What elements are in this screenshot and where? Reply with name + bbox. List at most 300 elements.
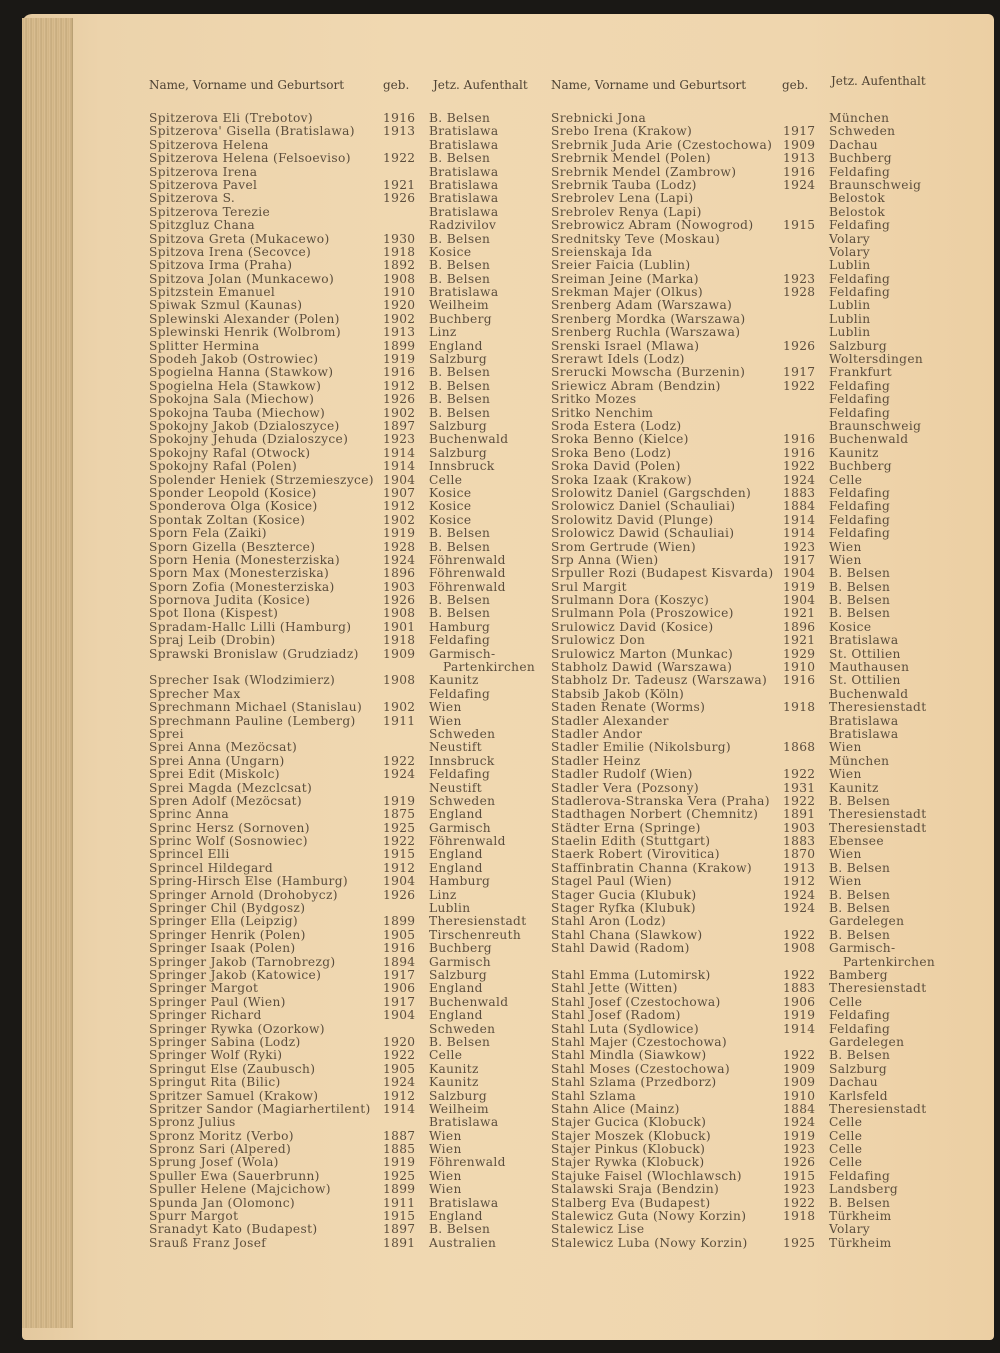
birth-year: 1908	[383, 606, 416, 621]
list-item	[149, 1170, 539, 1183]
person-name: Sroda Estera (Lodz)	[551, 418, 682, 433]
list-item	[551, 1130, 941, 1143]
person-name: Spokojny Rafal (Otwock)	[149, 445, 311, 460]
current-location: Celle	[829, 1155, 863, 1170]
birth-year: 1891	[383, 1235, 416, 1250]
person-name: Spolender Heniek (Strzemieszyce)	[149, 472, 374, 487]
list-item	[149, 286, 539, 299]
birth-year: 1924	[383, 1075, 416, 1090]
birth-year: 1922	[383, 1048, 416, 1063]
birth-year: 1902	[383, 700, 416, 715]
header-birth-year: geb.	[383, 78, 410, 92]
current-location: Wien	[829, 874, 862, 889]
birth-year: 1911	[383, 1195, 416, 1210]
person-name: Srpuller Rozi (Budapest Kisvarda)	[551, 566, 774, 581]
person-name: Staerk Robert (Virovitica)	[551, 847, 720, 862]
current-location: Tirschenreuth	[429, 927, 522, 942]
person-name: Spitzova Jolan (Munkacewo)	[149, 271, 335, 286]
birth-year: 1891	[783, 807, 816, 822]
birth-year: 1922	[783, 793, 816, 808]
birth-year: 1925	[383, 1168, 416, 1183]
current-location: Theresienstadt	[829, 1101, 927, 1116]
person-name: Srebrnik Juda Arie (Czestochowa)	[551, 137, 773, 152]
list-item	[149, 166, 539, 179]
current-location: Neustift	[429, 740, 482, 755]
person-name: Stadler Emilie (Nikolsburg)	[551, 740, 732, 755]
list-item	[149, 1156, 539, 1169]
current-location: B. Belsen	[829, 1048, 891, 1063]
list-item	[149, 996, 539, 1009]
birth-year: 1919	[383, 793, 416, 808]
list-item	[551, 1237, 941, 1250]
list-item	[149, 393, 539, 406]
list-item	[149, 1023, 539, 1036]
list-item	[149, 192, 539, 205]
birth-year: 1923	[783, 1182, 816, 1197]
person-name: Spunda Jan (Olomonc)	[149, 1195, 295, 1210]
list-item	[149, 246, 539, 259]
current-location: Salzburg	[429, 352, 488, 367]
current-location: Buchenwald	[429, 432, 509, 447]
list-item	[551, 246, 941, 259]
current-location: Wien	[429, 713, 462, 728]
birth-year: 1910	[783, 660, 816, 675]
current-location: Innsbruck	[429, 753, 495, 768]
birth-year: 1904	[783, 593, 816, 608]
person-name: Sritko Nenchim	[551, 405, 654, 420]
list-item	[149, 340, 539, 353]
current-location: Gardelegen	[829, 914, 905, 929]
birth-year: 1930	[383, 231, 416, 246]
birth-year: 1924	[383, 552, 416, 567]
person-name: Sreienskaja Ida	[551, 244, 653, 259]
person-name: Spodeh Jakob (Ostrowiec)	[149, 352, 319, 367]
birth-year: 1918	[783, 1209, 816, 1224]
person-name: Srolowicz Daniel (Schauliai)	[551, 499, 736, 514]
current-location: B. Belsen	[829, 927, 891, 942]
current-location: Bratislawa	[829, 726, 899, 741]
current-location: Feldafing	[429, 767, 491, 782]
current-location: Salzburg	[429, 968, 488, 982]
current-location: Celle	[829, 994, 863, 1009]
birth-year: 1908	[783, 941, 816, 956]
list-item	[551, 166, 941, 179]
current-location: Belostok	[829, 191, 886, 206]
birth-year: 1896	[383, 566, 416, 581]
birth-year: 1908	[383, 673, 416, 688]
list-item	[551, 219, 941, 232]
birth-year: 1915	[783, 218, 816, 233]
person-name: Srulmann Pola (Proszowice)	[551, 606, 734, 621]
person-name: Sporn Max (Monesterziska)	[149, 566, 330, 581]
current-location: Bratislawa	[429, 1115, 499, 1130]
birth-year: 1914	[783, 1021, 816, 1036]
current-location: Kaunitz	[829, 780, 879, 795]
list-item	[149, 1130, 539, 1143]
current-location: England	[429, 807, 483, 822]
list-item-continuation	[551, 956, 941, 969]
current-location: Buchberg	[829, 151, 892, 166]
person-name: Spitzova Irena (Secovce)	[149, 244, 312, 259]
list-item	[149, 648, 539, 661]
current-location: Bratislawa	[429, 137, 499, 152]
list-item	[149, 380, 539, 393]
current-location: B. Belsen	[829, 860, 891, 875]
person-name: Stahl Josef (Radom)	[551, 1008, 681, 1023]
birth-year: 1931	[783, 780, 816, 795]
birth-year: 1916	[383, 941, 416, 956]
current-location: Föhrenwald	[429, 552, 506, 567]
list-item	[551, 273, 941, 286]
birth-year: 1903	[783, 820, 816, 835]
list-item	[551, 848, 941, 861]
person-name: Springer Chil (Bydgosz)	[149, 901, 306, 916]
person-name: Sporn Zofia (Monesterziska)	[149, 579, 335, 594]
birth-year: 1922	[383, 151, 416, 166]
current-location: Feldafing	[829, 378, 891, 393]
birth-year: 1922	[783, 1195, 816, 1210]
current-location: Wien	[829, 740, 862, 755]
birth-year: 1916	[383, 365, 416, 380]
person-name: Spokojny Jehuda (Dzialoszyce)	[149, 432, 349, 447]
current-location: Bratislawa	[429, 285, 499, 300]
person-name: Stajer Moszek (Klobuck)	[551, 1128, 711, 1143]
current-location: England	[429, 847, 483, 862]
list-item	[551, 447, 941, 460]
person-name: Staffinbratin Channa (Krakow)	[551, 860, 752, 875]
current-location: Garmisch	[429, 820, 492, 835]
birth-year: 1915	[383, 1209, 416, 1224]
list-item	[551, 433, 941, 446]
person-name: Sprechmann Pauline (Lemberg)	[149, 713, 356, 728]
current-location: England	[429, 1008, 483, 1023]
person-name: Sporn Henia (Monesterziska)	[149, 552, 341, 567]
birth-year: 1928	[383, 539, 416, 554]
person-name: Spogielna Hanna (Stawkow)	[149, 365, 334, 380]
current-location: Feldafing	[429, 633, 491, 648]
person-name: Splewinski Henrik (Wolbrom)	[149, 325, 341, 340]
column-header	[551, 74, 941, 98]
current-location: B. Belsen	[829, 579, 891, 594]
person-name: Spuller Helene (Majcichow)	[149, 1182, 331, 1197]
list-item	[149, 460, 539, 473]
list-item	[149, 674, 539, 687]
person-name: Stager Gucia (Klubuk)	[551, 887, 697, 902]
person-name: Srulowicz Marton (Munkac)	[551, 646, 734, 661]
list-item	[551, 353, 941, 366]
list-item	[551, 594, 941, 607]
birth-year: 1915	[783, 1168, 816, 1183]
list-item	[149, 822, 539, 835]
current-location: Theresienstadt	[829, 700, 927, 715]
current-location: München	[829, 111, 890, 125]
list-item	[551, 581, 941, 594]
current-location: B. Belsen	[829, 1195, 891, 1210]
birth-year: 1909	[783, 1075, 816, 1090]
person-name: Stadlerova-Stranska Vera (Praha)	[551, 793, 770, 808]
birth-year: 1919	[383, 352, 416, 367]
list-item	[149, 541, 539, 554]
list-item	[551, 541, 941, 554]
list-item	[551, 366, 941, 379]
birth-year: 1918	[383, 633, 416, 648]
list-item	[551, 407, 941, 420]
list-item	[551, 1170, 941, 1183]
list-item	[551, 313, 941, 326]
person-name: Stahl Szlama (Przedborz)	[551, 1075, 717, 1090]
current-location: Feldafing	[829, 164, 891, 179]
birth-year: 1901	[383, 619, 416, 634]
person-name: Stalawski Sraja (Bendzin)	[551, 1182, 720, 1197]
person-name: Srulowicz David (Kosice)	[551, 619, 714, 634]
birth-year: 1924	[783, 901, 816, 916]
list-item	[149, 862, 539, 875]
person-name: Srebrolev Renya (Lapi)	[551, 204, 702, 219]
person-name: Springer Wolf (Ryki)	[149, 1048, 283, 1063]
birth-year: 1928	[783, 285, 816, 300]
birth-year: 1875	[383, 807, 416, 822]
current-location: Feldafing	[829, 1008, 891, 1023]
list-item	[149, 514, 539, 527]
current-location: England	[429, 860, 483, 875]
person-name: Spokojna Tauba (Miechow)	[149, 405, 326, 420]
person-name: Spitzerova Terezie	[149, 204, 271, 219]
birth-year: 1883	[783, 485, 816, 500]
person-name: Srul Margit	[551, 579, 627, 594]
current-location: Dachau	[829, 137, 878, 152]
birth-year: 1922	[783, 378, 816, 393]
list-item	[551, 621, 941, 634]
current-location: Bratislawa	[429, 124, 499, 139]
person-name: Stadthagen Norbert (Chemnitz)	[551, 807, 759, 822]
current-location: Lublin	[429, 901, 471, 916]
person-name: Sprei Anna (Mezöcsat)	[149, 740, 298, 755]
person-name: Spitzova Greta (Mukacewo)	[149, 231, 330, 246]
birth-year: 1870	[783, 847, 816, 862]
birth-year: 1925	[383, 820, 416, 835]
list-item	[551, 741, 941, 754]
current-location: England	[429, 338, 483, 353]
person-name: Srenberg Adam (Warszawa)	[551, 298, 733, 313]
current-location: Salzburg	[829, 338, 888, 353]
current-location: Kosice	[829, 619, 872, 634]
list-item	[551, 688, 941, 701]
list-item	[551, 1116, 941, 1129]
current-location: Lublin	[829, 258, 871, 273]
current-location: B. Belsen	[429, 405, 491, 420]
header-name: Name, Vorname und Geburtsort	[551, 78, 747, 92]
current-location: Frankfurt	[829, 365, 893, 380]
person-name: Sritko Mozes	[551, 392, 637, 407]
current-location: Australien	[429, 1235, 497, 1250]
list-item	[149, 701, 539, 714]
list-item	[551, 902, 941, 915]
birth-year: 1887	[383, 1128, 416, 1143]
current-location: B. Belsen	[429, 365, 491, 380]
person-name: Srolowitz David (Plunge)	[551, 512, 714, 527]
current-location: Schweden	[429, 793, 496, 808]
current-location: B. Belsen	[429, 151, 491, 166]
birth-year: 1917	[783, 552, 816, 567]
birth-year: 1883	[783, 981, 816, 996]
person-name: Srulowicz Don	[551, 633, 646, 648]
birth-year: 1923	[783, 1142, 816, 1157]
birth-year: 1916	[783, 164, 816, 179]
current-location: Kosice	[429, 485, 472, 500]
list-item	[551, 1063, 941, 1076]
birth-year: 1926	[783, 338, 816, 353]
list-item	[551, 474, 941, 487]
current-location: Föhrenwald	[429, 834, 506, 849]
current-location: Partenkirchen	[843, 954, 936, 969]
list-item	[149, 915, 539, 928]
birth-year: 1916	[383, 111, 416, 125]
person-name: Stahl Jette (Witten)	[551, 981, 678, 996]
current-location: Linz	[429, 887, 457, 902]
list-item	[149, 1076, 539, 1089]
person-name: Srerucki Mowscha (Burzenin)	[551, 365, 746, 380]
list-item	[551, 1143, 941, 1156]
list-item	[149, 273, 539, 286]
current-location: Bratislawa	[429, 204, 499, 219]
list-item	[551, 1156, 941, 1169]
person-name: Spitzerova' Gisella (Bratislawa)	[149, 124, 355, 139]
list-item	[149, 313, 539, 326]
person-name: Stalewicz Guta (Nowy Korzin)	[551, 1209, 747, 1224]
current-location: B. Belsen	[429, 593, 491, 608]
list-item	[149, 1090, 539, 1103]
birth-year: 1913	[783, 151, 816, 166]
list-item	[551, 982, 941, 995]
current-location: Buchenwald	[429, 994, 509, 1009]
person-name: Springer Richard	[149, 1008, 262, 1023]
person-name: Sprei Edit (Miskolc)	[149, 767, 280, 782]
current-location: Buchberg	[429, 941, 492, 956]
list-item	[149, 875, 539, 888]
list-item	[149, 982, 539, 995]
list-item	[149, 956, 539, 969]
person-name: Springer Paul (Wien)	[149, 994, 286, 1009]
current-location: Schweden	[429, 1021, 496, 1036]
person-name: Sreiman Jeine (Marka)	[551, 271, 699, 286]
birth-year: 1897	[383, 1222, 416, 1237]
birth-year: 1926	[383, 191, 416, 206]
birth-year: 1926	[783, 1155, 816, 1170]
birth-year: 1920	[383, 298, 416, 313]
current-location: Belostok	[829, 204, 886, 219]
birth-year: 1924	[783, 177, 816, 192]
current-location: Celle	[429, 1048, 463, 1063]
list-item	[149, 206, 539, 219]
birth-year: 1917	[383, 968, 416, 982]
header-name: Name, Vorname und Geburtsort	[149, 78, 345, 92]
person-name: Springer Rywka (Ozorkow)	[149, 1021, 325, 1036]
current-location: Feldafing	[829, 405, 891, 420]
birth-year: 1909	[383, 646, 416, 661]
list-item	[551, 1103, 941, 1116]
person-name: Spokojny Rafal (Polen)	[149, 459, 298, 474]
left-column	[149, 78, 539, 1250]
birth-year: 1910	[783, 1088, 816, 1103]
current-location: Bratislawa	[429, 1195, 499, 1210]
list-item	[149, 621, 539, 634]
list-item	[149, 299, 539, 312]
person-name: Srolowitz Daniel (Gargschden)	[551, 485, 752, 500]
current-location: Landsberg	[829, 1182, 899, 1197]
list-item	[551, 1036, 941, 1049]
list-item	[149, 179, 539, 192]
current-location: Salzburg	[429, 445, 488, 460]
person-name: Splewinski Alexander (Polen)	[149, 311, 340, 326]
person-name: Springer Jakob (Tarnobrezg)	[149, 954, 336, 969]
person-name: Springer Jakob (Katowice)	[149, 968, 322, 982]
list-item	[551, 634, 941, 647]
person-name: Spren Adolf (Mezöcsat)	[149, 793, 303, 808]
birth-year: 1929	[783, 646, 816, 661]
birth-year: 1907	[383, 485, 416, 500]
list-item	[149, 326, 539, 339]
birth-year: 1914	[783, 512, 816, 527]
current-location: Wien	[429, 1142, 462, 1157]
birth-year: 1918	[783, 700, 816, 715]
person-name: Spronz Sari (Alpered)	[149, 1142, 292, 1157]
current-location: B. Belsen	[429, 271, 491, 286]
person-name: Srekman Majer (Olkus)	[551, 285, 703, 300]
birth-year: 1913	[783, 860, 816, 875]
list-item	[551, 715, 941, 728]
list-item	[149, 715, 539, 728]
birth-year: 1911	[383, 713, 416, 728]
list-item	[551, 808, 941, 821]
person-name: Srom Gertrude (Wien)	[551, 539, 696, 554]
person-name: Stadler Alexander	[551, 713, 669, 728]
person-name: Staelin Edith (Stuttgart)	[551, 834, 711, 849]
person-name: Sroka Benno (Kielce)	[551, 432, 689, 447]
person-name: Srebrnik Tauba (Lodz)	[551, 177, 697, 192]
list-item	[149, 1210, 539, 1223]
current-location: Salzburg	[429, 418, 488, 433]
current-location: Wien	[829, 847, 862, 862]
person-name: Springer Ella (Leipzig)	[149, 914, 298, 929]
birth-year: 1916	[783, 445, 816, 460]
person-name: Stahl Chana (Slawkow)	[551, 927, 703, 942]
birth-year: 1908	[383, 271, 416, 286]
current-location: Theresienstadt	[429, 914, 527, 929]
person-name: Spitzgluz Chana	[149, 218, 256, 233]
birth-year: 1904	[383, 1008, 416, 1023]
list-item	[149, 581, 539, 594]
person-name: Spogielna Hela (Stawkow)	[149, 378, 322, 393]
list-item	[551, 340, 941, 353]
list-item	[149, 1197, 539, 1210]
list-item	[551, 380, 941, 393]
person-name: Stahl Dawid (Radom)	[551, 941, 690, 956]
current-location: Karlsfeld	[829, 1088, 888, 1103]
birth-year: 1899	[383, 914, 416, 929]
entry-list	[551, 112, 941, 1250]
current-location: Föhrenwald	[429, 1155, 506, 1170]
person-name: Stajer Rywka (Klobuck)	[551, 1155, 705, 1170]
birth-year: 1902	[383, 311, 416, 326]
list-item	[149, 1183, 539, 1196]
list-item	[551, 299, 941, 312]
person-name: Sprinc Wolf (Sosnowiec)	[149, 834, 308, 849]
birth-year: 1905	[383, 927, 416, 942]
person-name: Spitzerova S.	[149, 191, 236, 206]
list-item	[149, 152, 539, 165]
list-item	[149, 768, 539, 781]
current-location: B. Belsen	[429, 258, 491, 273]
